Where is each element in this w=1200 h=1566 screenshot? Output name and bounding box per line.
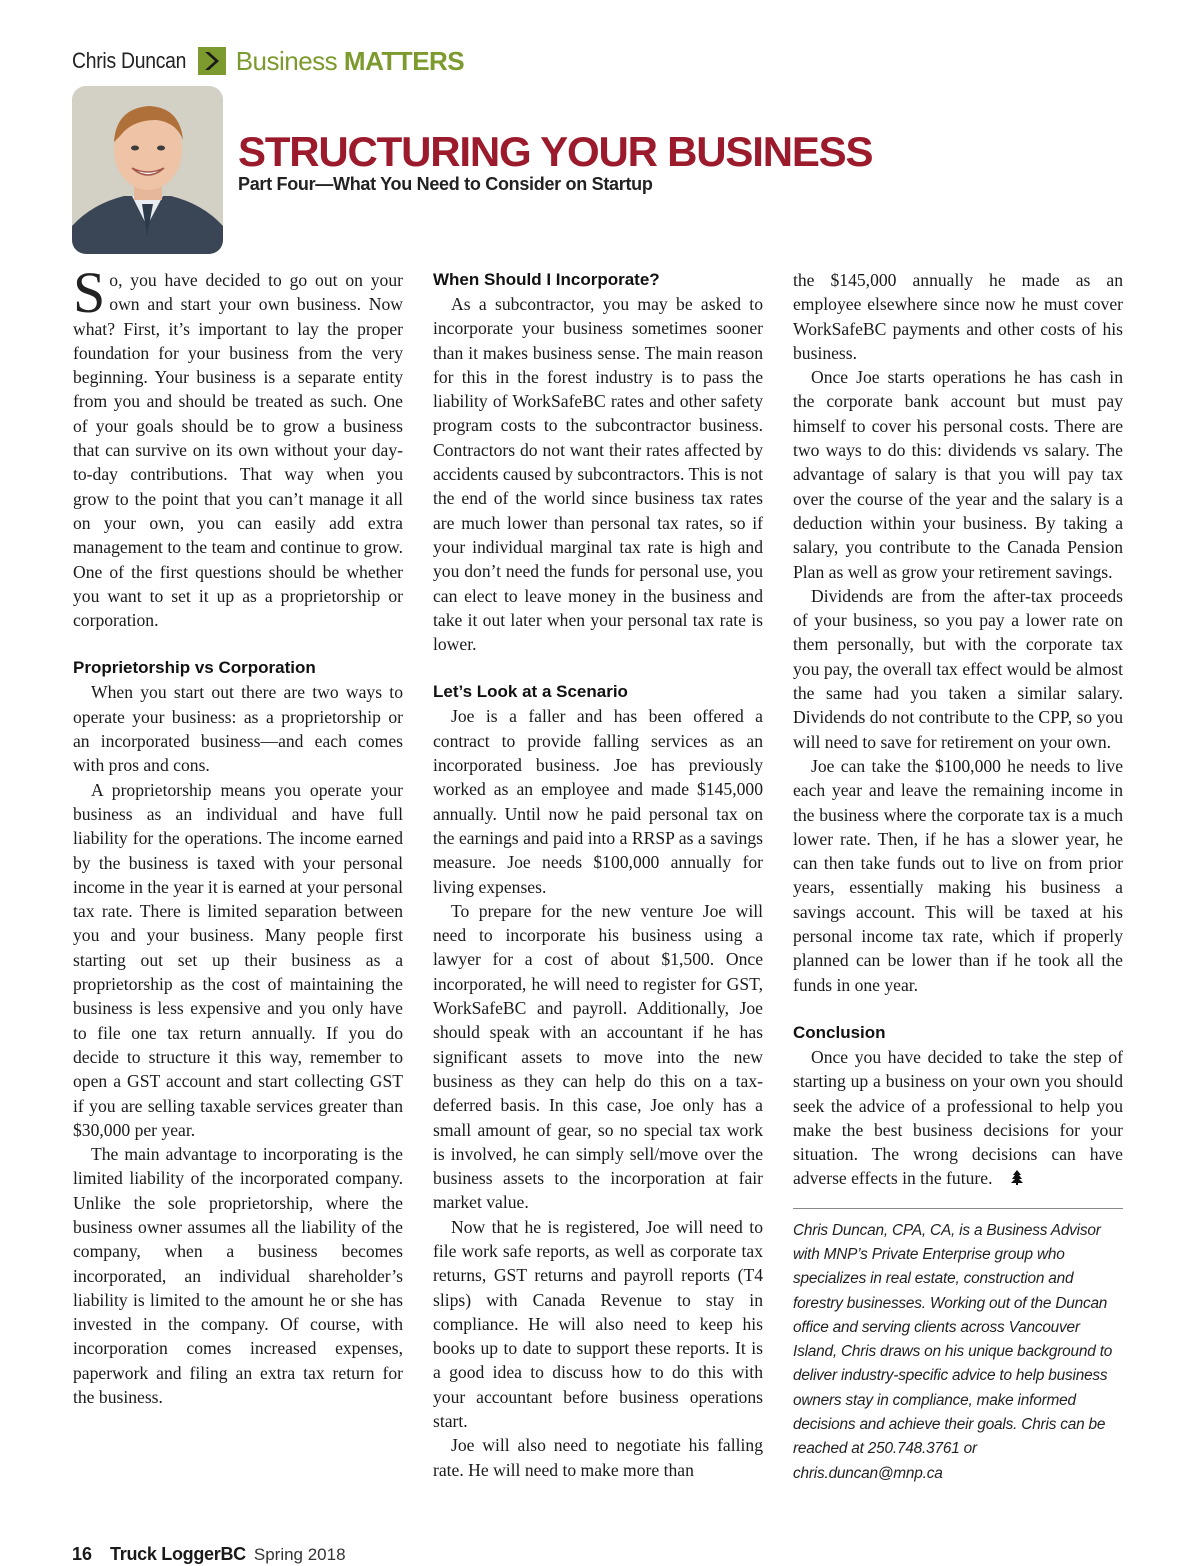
paragraph: Dividends are from the after-tax proceeds of your business, so you pay a lower rate on them personally, but with the corporate tax you pay, the overall tax effect would be almost the same had you taken a similar salary. Dividends do not contribute to the CPP, so you will need to save for retirement on your own.: [793, 585, 1123, 752]
paragraph: Joe is a faller and has been offered a contract to provide falling services as an incorporated business. Joe has previously worked as an employee and made $145,000 annually. Until now he paid personal tax on the earnings and paid into a RRSP as a savings measure. Joe needs $100,000 annually for living expenses.: [433, 706, 763, 897]
heading-conclusion: Conclusion: [793, 1022, 886, 1042]
issue-date: Spring 2018: [253, 1545, 346, 1564]
subtitle-text: What You Need to Consider on Startup: [333, 174, 653, 194]
conclusion-text: Once you have decided to take the step of starting up a business on your own you should seek the advice of a professional to help you make the best business decisions for your situation. The wrong decisions can have adverse effects in the future.: [793, 1046, 1123, 1189]
paragraph: Joe will also need to negotiate his falling rate. He will need to make more than: [433, 1435, 763, 1480]
paragraph: the $145,000 annually he made as an employee elsewhere since now he must cover WorkSafeBC payments and other costs of his business.: [793, 270, 1123, 363]
paragraph: [793, 1045, 1123, 1192]
page-number: 16: [72, 1544, 93, 1564]
paragraph: A proprietorship means you operate your business as an individual and have full liability for the operations. The income earned by the business is taxed with your personal income in the year it is earned at your personal tax rate. There is limited separation between you and your business. Many people first starting out set up their business as a proprietorship as the cost of maintaining the business is less expensive and you only have to file one tax return annually. If you do decide to structure it this way, remember to open a GST account and start collecting GST if you are selling taxable services greater than $30,000 per year.: [73, 779, 403, 1140]
paragraph: As a subcontractor, you may be asked to incorporate your business sometimes sooner than it makes business sense. The main reason for this in the forest industry is to pass the liability of WorkSafeBC rates and other safety program costs to the subcontractor business. Contractors do not want their rates affected by accidents caused by subcontractors. This is not the end of the world since business tax rates are much lower than personal tax rates, so if your individual marginal tax rate is high and you don’t need the funds for personal use, you can elect to leave money in the business and take it out later when your personal tax rate is lower.: [433, 294, 763, 655]
intro-text: o, you have decided to go out on your own and start your own business. Now what? First, it’s important to lay the proper foundation for your business from the very beginning. Your business is a separate entity from you and should be treated as such. One of your goals should be to grow a business that can survive on its own without your day-to-day contributions. That way when you grow to the point that you can’t manage it all on your own, you can easily add extra management to the team and continue to grow. One of the first questions should be whether you want to set it up as a proprietorship or corporation.: [73, 270, 403, 631]
column-2: [433, 268, 763, 1482]
magazine-name: Truck LoggerBC: [110, 1544, 246, 1564]
paragraph: Joe can take the $100,000 he needs to live each year and leave the remaining income in the business where the corporate tax is a much lower rate. Then, if he has a slower year, he can then take funds out to live on from prior years, essentially making his business a savings account. This will be taxed at his personal income tax rate, which if properly planned can be lower than if he took all the funds in one year.: [793, 755, 1123, 995]
heading-scenario: Let’s Look at a Scenario: [433, 682, 628, 702]
heading-proprietorship: Proprietorship vs Corporation: [73, 658, 316, 678]
intro-paragraph: [73, 260, 403, 632]
section-title-suffix: MATTERS: [343, 45, 465, 76]
subtitle-part: Part Four—: [238, 174, 334, 194]
paragraph: Now that he is registered, Joe will need to file work safe reports, as well as corporate tax returns, GST returns and payroll reports (T4 slips) with Canada Revenue to stay in compliance. He will also need to keep his books up to date to support these reports. It is a good idea to discuss how to do this with your accountant before business operations start.: [433, 1216, 763, 1432]
section-title-prefix: Business: [235, 45, 338, 76]
paragraph: Once Joe starts operations he has cash in the corporate bank account but must pay himself to cover his personal costs. There are two ways to do this: dividends vs salary. The advantage of salary is that you will pay tax over the course of the year and the salary is a deduction within your business. By taking a salary, you contribute to the Canada Pension Plan as well as grow your retirement savings.: [793, 367, 1123, 582]
article-subtitle: [238, 174, 653, 195]
drop-cap: S: [73, 260, 106, 325]
paragraph: The main advantage to incorporating is the limited liability of the incorporated company. Unlike the sole proprietorship, where the business owner assumes all the liability of the company, when a business becomes incorporated, an individual shareholder’s liability is limited to the amount he or she has invested in the company. Of course, with incorporation comes increased expenses, paperwork and filing an extra tax return for the business.: [73, 1144, 403, 1408]
author-name: Chris Duncan: [72, 48, 187, 73]
tree-end-mark-icon: [993, 1167, 1023, 1191]
author-photo: [72, 86, 223, 254]
page-footer: [72, 1544, 346, 1566]
section-header: [72, 44, 464, 78]
heading-when-incorporate: When Should I Incorporate?: [433, 270, 660, 289]
column-3: [793, 268, 1123, 1486]
section-title: [236, 46, 464, 77]
paragraph: When you start out there are two ways to operate your business: as a proprietorship or an incorporated business—and each comes with pros and cons.: [73, 682, 403, 776]
paragraph: To prepare for the new venture Joe will need to incorporate his business using a lawyer for a cost of about $1,500. Once incorporated, he will need to register for GST, WorkSafeBC and payroll. Additionally, Joe should speak with an accountant if he has significant assets to move into the new business as they can help do this on a tax-deferred basis. In this case, Joe only has a small amount of gear, so no special tax work is involved, he can simply sell/move over the business assets to the incorporation at fair market value.: [433, 900, 763, 1213]
divider: [793, 1208, 1123, 1209]
chevron-right-icon: [198, 47, 226, 75]
column-1: [73, 260, 403, 1409]
author-bio: Chris Duncan, CPA, CA, is a Business Advisor with MNP’s Private Enterprise group who specializes in real estate, construction and forestry businesses. Working out of the Duncan office and serving clients across Vancouver Island, Chris draws on his unique background to deliver industry-specific advice to help business owners stay in compliance, make informed decisions and achieve their goals. Chris can be reached at 250.748.3761 or chris.duncan@mnp.ca: [793, 1221, 1113, 1482]
article-title: STRUCTURING YOUR BUSINESS: [238, 128, 873, 175]
